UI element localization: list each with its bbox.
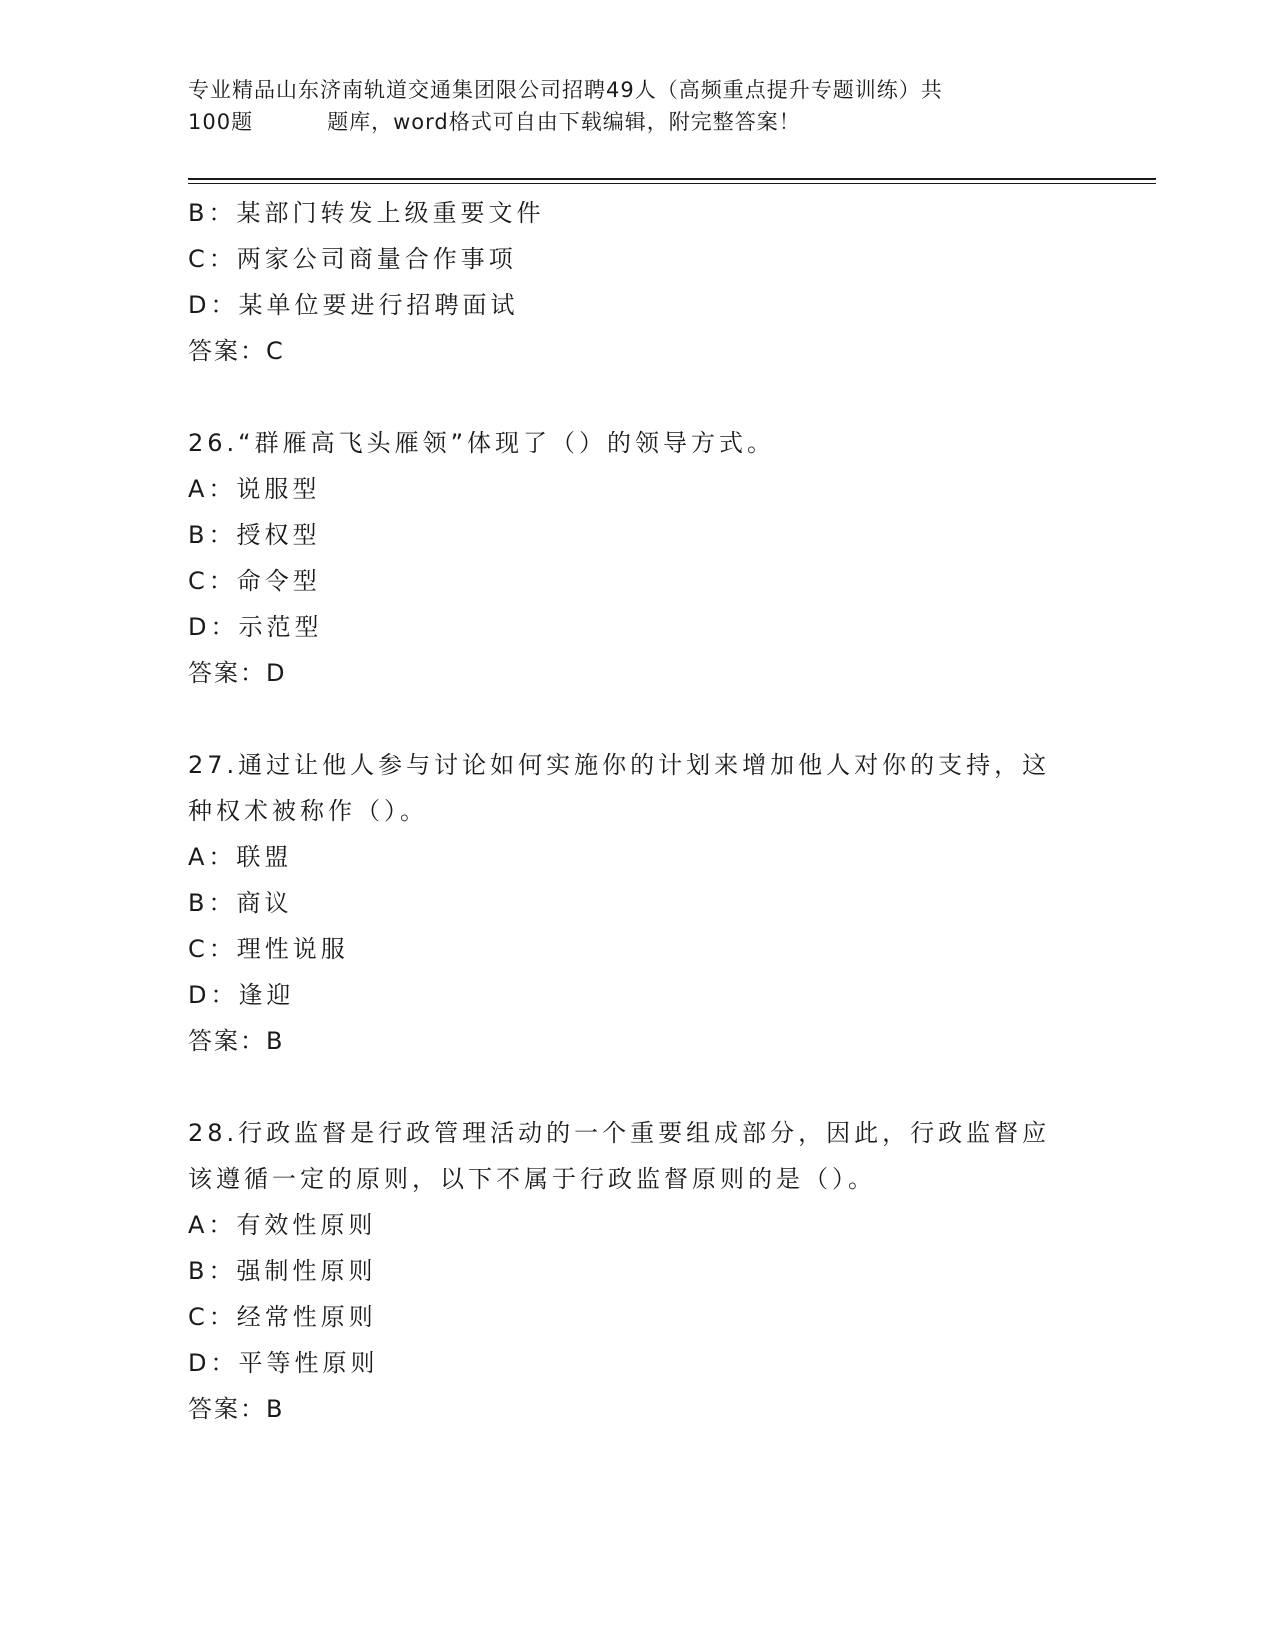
question-list — [188, 190, 1088, 1432]
question-stem-line2: 种权术被称作（）。 — [188, 797, 428, 825]
option-c: C：两家公司商量合作事项 — [188, 245, 517, 273]
question-stem-line1: 27.通过让他人参与讨论如何实施你的计划来增加他人对你的支持，这 — [188, 751, 1051, 779]
question-stem-line2: 该遵循一定的原则，以下不属于行政监督原则的是（）。 — [188, 1165, 876, 1193]
option-a: A：联盟 — [188, 843, 293, 871]
option-d: D：平等性原则 — [188, 1349, 379, 1377]
option-c: C：命令型 — [188, 567, 321, 595]
option-d: D：某单位要进行招聘面试 — [188, 291, 519, 319]
question-28 — [188, 1110, 1088, 1432]
header-divider-thin — [188, 183, 1156, 184]
answer-line: 答案：D — [188, 659, 287, 687]
answer-line: 答案：B — [188, 1395, 285, 1423]
header-description: 题库，word格式可自由下载编辑，附完整答案！ — [327, 110, 801, 134]
question-26 — [188, 420, 1088, 696]
header-title-line1: 专业精品山东济南轨道交通集团限公司招聘49人（高频重点提升专题训练）共 — [188, 78, 943, 102]
option-b: B：授权型 — [188, 521, 321, 549]
answer-line: 答案：B — [188, 1027, 285, 1055]
header-title-line2 — [188, 106, 1068, 138]
answer-line: 答案：C — [188, 337, 285, 365]
question-27 — [188, 742, 1088, 1064]
question-stem-line1: 28.行政监督是行政管理活动的一个重要组成部分，因此，行政监督应 — [188, 1119, 1051, 1147]
option-a: A：有效性原则 — [188, 1211, 377, 1239]
option-d: D：逢迎 — [188, 981, 295, 1009]
question-stem: 26.“群雁高飞头雁领”体现了（）的领导方式。 — [188, 429, 776, 457]
option-c: C：经常性原则 — [188, 1303, 377, 1331]
option-c: C：理性说服 — [188, 935, 349, 963]
option-b: B：商议 — [188, 889, 293, 917]
document-header — [188, 74, 1068, 138]
header-count: 100题 — [188, 110, 254, 134]
question-25 — [188, 190, 1088, 374]
option-a: A：说服型 — [188, 475, 321, 503]
header-divider-thick — [188, 178, 1156, 180]
option-d: D：示范型 — [188, 613, 323, 641]
option-b: B：强制性原则 — [188, 1257, 377, 1285]
option-b: B：某部门转发上级重要文件 — [188, 199, 545, 227]
